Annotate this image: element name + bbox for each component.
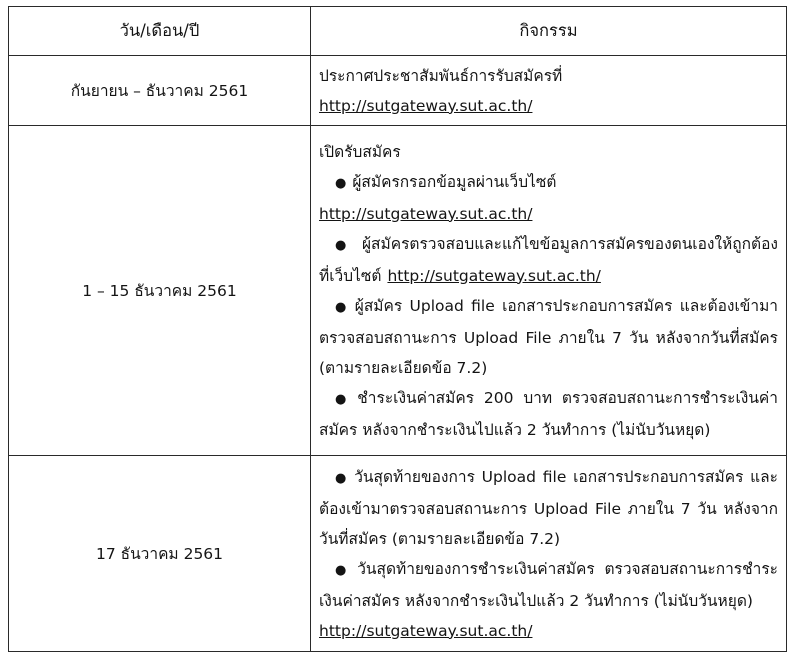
bullet-icon: ● — [335, 175, 347, 191]
date-cell: 1 – 15 ธันวาคม 2561 — [9, 126, 311, 456]
bullet-icon: ● — [335, 562, 352, 578]
item-text: ผู้สมัครกรอกข้อมูลผ่านเว็บไซต์ — [352, 172, 557, 191]
table-header-row — [9, 7, 787, 56]
item-text: วันสุดท้ายของการ Upload file เอกสารประกอบการสมัคร และต้องเข้ามาตรวจสอบสถานะการ Upload File ภายใน 7 วัน หลังจากวันที่สมัคร (ตามรายละเอียดข้อ 7.2) — [319, 467, 778, 548]
bullet-icon: ● — [335, 299, 349, 315]
list-item — [319, 554, 778, 616]
website-link[interactable]: http://sutgateway.sut.ac.th/ — [319, 621, 533, 640]
list-item — [319, 167, 778, 199]
item-text: ผู้สมัครตรวจสอบและแก้ไขข้อมูลการสมัครของตนเองให้ถูกต้องที่เว็บไซต์ — [319, 234, 778, 285]
activity-heading: เปิดรับสมัคร — [319, 142, 401, 161]
activity-text: ประกาศประชาสัมพันธ์การรับสมัครที่ — [319, 66, 563, 85]
header-activity: กิจกรรม — [311, 7, 787, 56]
date-cell: กันยายน – ธันวาคม 2561 — [9, 56, 311, 126]
bullet-icon: ● — [335, 237, 356, 253]
website-link[interactable]: http://sutgateway.sut.ac.th/ — [319, 96, 533, 115]
list-item — [319, 462, 778, 554]
activity-cell — [311, 456, 787, 652]
header-date: วัน/เดือน/ปี — [9, 7, 311, 56]
item-text: ชำระเงินค่าสมัคร 200 บาท ตรวจสอบสถานะการชำระเงินค่าสมัคร หลังจากชำระเงินไปแล้ว 2 วันทำการ (ไม่นับวันหยุด) — [319, 388, 779, 439]
schedule-table — [8, 6, 787, 652]
list-item — [319, 291, 778, 383]
item-text: วันสุดท้ายของการชำระเงินค่าสมัคร ตรวจสอบสถานะการชำระเงินค่าสมัคร หลังจากชำระเงินไปแล้ว 2 วันทำการ (ไม่นับวันหยุด) — [319, 559, 778, 610]
website-link[interactable]: http://sutgateway.sut.ac.th/ — [387, 266, 601, 285]
table-row — [9, 456, 787, 652]
item-text: ผู้สมัคร Upload file เอกสารประกอบการสมัคร และต้องเข้ามาตรวจสอบสถานะการ Upload File ภายใน 7 วัน หลังจากวันที่สมัคร (ตามรายละเอียดข้อ 7.2) — [319, 296, 778, 377]
activity-cell — [311, 126, 787, 456]
website-link[interactable]: http://sutgateway.sut.ac.th/ — [319, 204, 533, 223]
bullet-icon: ● — [335, 470, 349, 486]
table-row — [9, 56, 787, 126]
date-cell: 17 ธันวาคม 2561 — [9, 456, 311, 652]
table-row — [9, 126, 787, 456]
activity-cell — [311, 56, 787, 126]
list-item — [319, 383, 778, 445]
list-item — [319, 229, 778, 291]
bullet-icon: ● — [335, 391, 352, 407]
